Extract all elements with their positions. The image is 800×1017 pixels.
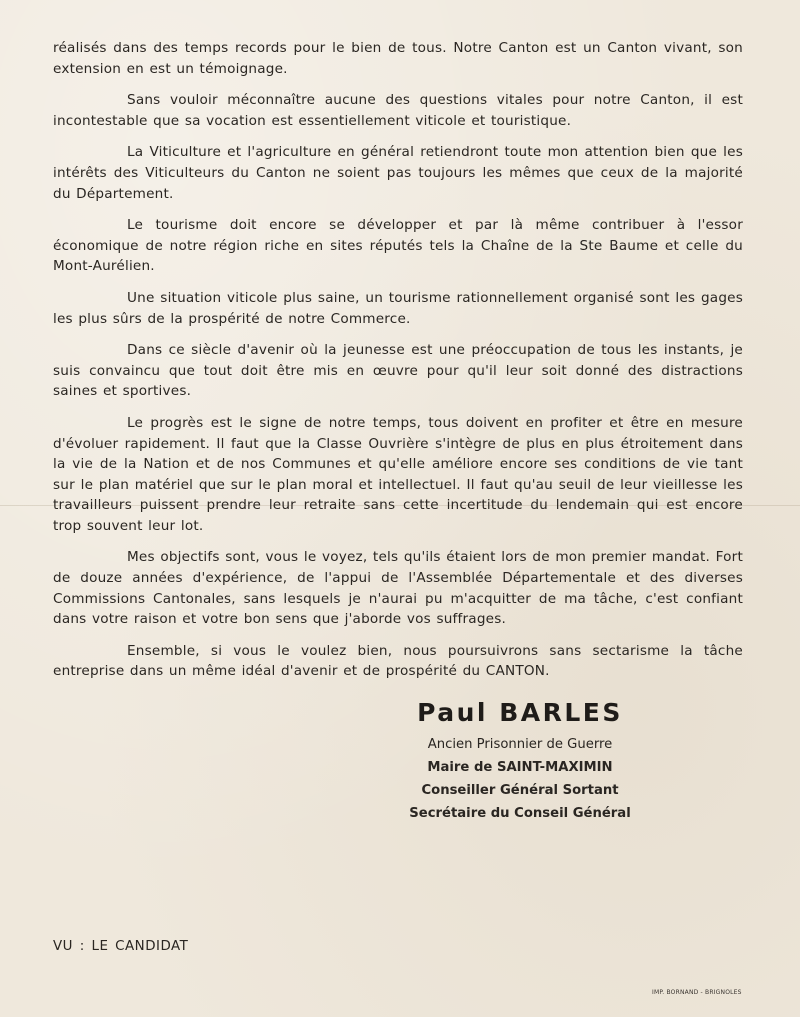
paragraph-jeunesse: Dans ce siècle d'avenir où la jeunesse est une préoccupation de tous les instants, je suis convaincu que tout doit être mis en œuvre pour qu'il leur soit donné des distractions saines et sportives. [53,342,743,400]
letter-body [53,38,743,693]
candidate-title-councillor: Conseiller Général Sortant [421,783,619,798]
paragraph-objectifs: Mes objectifs sont, vous le voyez, tels qu'ils étaient lors de mon premier mandat. Fort de douze années d'expérience, de l'appui de l'Assemblée Départementale et des diverses Commissions Cantonales, sans lesquels je n'aurai pu m'acquitter de ma tâche, c'est confiant dans votre raison et votre bon sens que j'aborde vos suffrages. [53,549,743,628]
candidate-title-prisoner: Ancien Prisonnier de Guerre [427,737,613,752]
paragraph-continuation: réalisés dans des temps records pour le bien de tous. Notre Canton est un Canton vivant, son extension en est un témoignage. [53,40,743,77]
paragraph-progres: Le progrès est le signe de notre temps, tous doivent en profiter et être en mesure d'évoluer rapidement. Il faut que la Classe Ouvrière s'intègre de plus en plus étroitement dans la vie de la Nation et de nos Communes et qu'elle améliore encore ses conditions de vie tant sur le plan matériel que sur le plan moral et intellectuel. Il faut qu'au seuil de leur vieillesse les travailleurs puissent prendre leur retraite sans cette incertitude du lendemain qui est encore trop souvent leur lot. [53,414,743,534]
paragraph-vocation: Sans vouloir méconnaître aucune des questions vitales pour notre Canton, il est incontestable que sa vocation est essentiellement viticole et touristique. [53,92,743,129]
printer-imprint: IMP. BORNAND - BRIGNOLES [652,989,742,996]
candidate-title-secretary: Secrétaire du Conseil Général [409,806,631,821]
paragraph-ensemble: Ensemble, si vous le voulez bien, nous poursuivrons sans sectarisme la tâche entreprise dans un même idéal d'avenir et de prospérité du CANTON. [53,642,743,680]
candidate-title-mayor: Maire de SAINT-MAXIMIN [427,760,613,775]
candidate-name: Paul BARLES [417,698,623,727]
paragraph-viticulture: La Viticulture et l'agriculture en général retiendront toute mon attention bien que les intérêts des Viticulteurs du Canton ne soient pas toujours les mêmes que ceux de la majorité du Département. [53,144,743,202]
paragraph-tourisme: Le tourisme doit encore se développer et par là même contribuer à l'essor économique de notre région riche en sites réputés tels la Chaîne de la Ste Baume et celle du Mont-Aurélien. [53,217,743,275]
paragraph-commerce: Une situation viticole plus saine, un tourisme rationnellement organisé sont les gages les plus sûrs de la prospérité de notre Commerce. [53,289,743,327]
signature-block [380,698,660,825]
vu-le-candidat: VU : LE CANDIDAT [53,939,189,954]
